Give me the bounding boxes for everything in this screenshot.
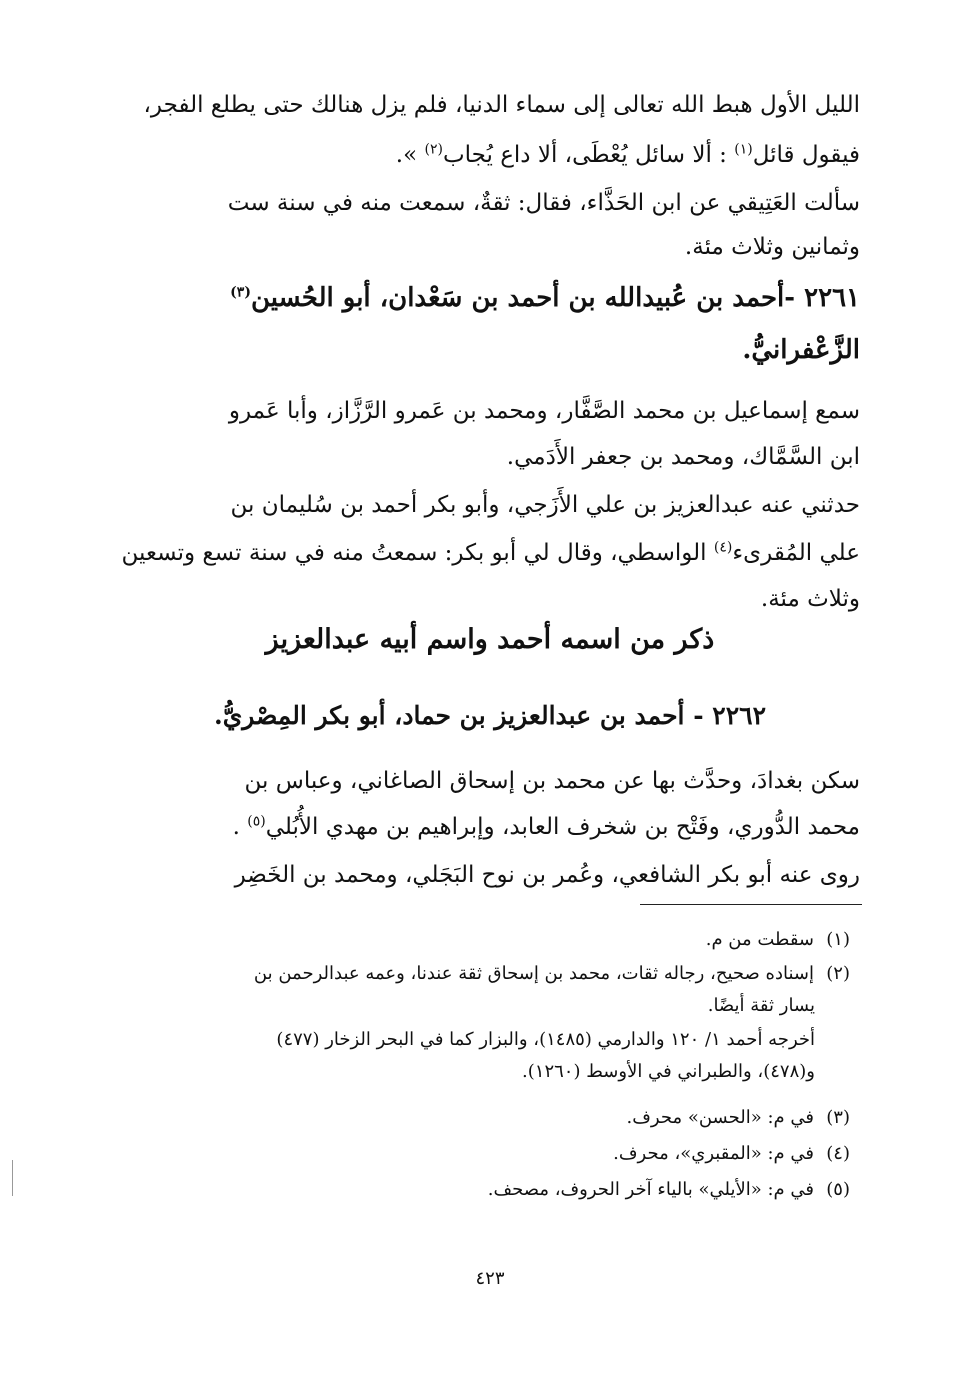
footnote-ref-1: (١) <box>734 141 753 158</box>
body-line-4: وثمانين وثلاث مئة. <box>684 234 860 260</box>
para-2261-b-line-3: وثلاث مئة. <box>760 586 860 612</box>
footnote-2-source-cont: و(٤٧٨)، والطبراني في الأوسط (١٢٦٠). <box>522 1061 815 1082</box>
para-2262-a-line-1: سكن بغدادَ، وحدَّث بها عن محمد بن إسحاق الصاغاني، وعباس بن <box>244 768 860 794</box>
entry-2262-title: ٢٢٦٢ - أحمد بن عبدالعزيز بن حماد، أبو بكر المِصْريُّ. <box>214 701 766 730</box>
footnote-3: (٣)في م: «الحسن» محرف. <box>626 1107 850 1128</box>
entry-2261-nisba: الزَّعْفرانيُّ. <box>742 335 860 365</box>
footnote-4: (٤)في م: «المقبري»، محرف. <box>613 1143 850 1164</box>
body-line-3: سألت العَتِيقي عن ابن الحَذَّاء، فقال: ثقةٌ، سمعت منه في سنة ست <box>227 190 860 216</box>
footnote-2-source: أخرجه أحمد ١/ ١٢٠ والدارمي (١٤٨٥)، والبزار كما في البحر الزخار (٤٧٧) <box>276 1029 815 1050</box>
para-2261-b-line-2: علي المُقرىء$^{(٤)}$ الواسطي، وقال لي أبو بكر: سمعتُ منه في سنة تسع وتسعين <box>121 539 860 566</box>
footnote-separator <box>640 904 862 905</box>
para-2261-b-line-1: حدثني عنه عبدالعزيز بن علي الأَزَجي، وأبو بكر أحمد بن سُليمان بن <box>230 492 860 518</box>
footnote-2-cont: يسار ثقة أيضًا. <box>707 995 815 1016</box>
para-2261-a-line-2: ابن السَّمَّاك، ومحمد بن جعفر الأَدَمي. <box>506 444 860 470</box>
footnote-5: (٥)في م: «الأيلي» بالياء آخر الحروف، مصحف. <box>487 1179 850 1200</box>
footnote-ref-3: (٣) <box>230 284 251 301</box>
body-line-2: فيقول قائل$^{(١)}$ : ألا سائل يُعْطَى، ألا داع يُجاب$^{(٢)}$ ». <box>395 141 860 168</box>
footnote-ref-5: (٥) <box>247 813 266 830</box>
footnote-1: (١)سقطت من م. <box>705 929 850 950</box>
para-2262-a-line-2: محمد الدُّوري، وفَتْح بن شخرف العابد، وإبراهيم بن مهدي الأُبُلي$^{(٥)}$ . <box>232 813 860 840</box>
footnote-ref-4: (٤) <box>713 539 733 556</box>
entry-2261-title: ٢٢٦١ -أحمد بن عُبيدالله بن أحمد بن سَعْدان، أبو الحُسين$^{(٣)}$ <box>230 283 860 313</box>
footnote-2: (٢)إسناده صحيح، رجاله ثقات، محمد بن إسحاق ثقة عندنا، وعمه عبدالرحمن بن <box>253 963 850 984</box>
footnote-ref-2: (٢) <box>424 141 443 158</box>
scan-edge-mark <box>12 1160 13 1196</box>
para-2262-b-line-1: روى عنه أبو بكر الشافعي، وعُمر بن نوح البَجَلي، ومحمد بن الخَضِر <box>234 862 860 888</box>
para-2261-a-line-1: سمع إسماعيل بن محمد الصَّفَّار، ومحمد بن عَمرو الرَّزَّاز، وأبا عَمرو <box>228 398 860 424</box>
page-number: ٤٢٣ <box>475 1268 505 1289</box>
body-line-1: الليل الأول هبط الله تعالى إلى سماء الدنيا، فلم يزل هنالك حتى يطلع الفجر، <box>143 92 860 118</box>
section-heading: ذكر من اسمه أحمد واسم أبيه عبدالعزيز <box>265 624 715 655</box>
